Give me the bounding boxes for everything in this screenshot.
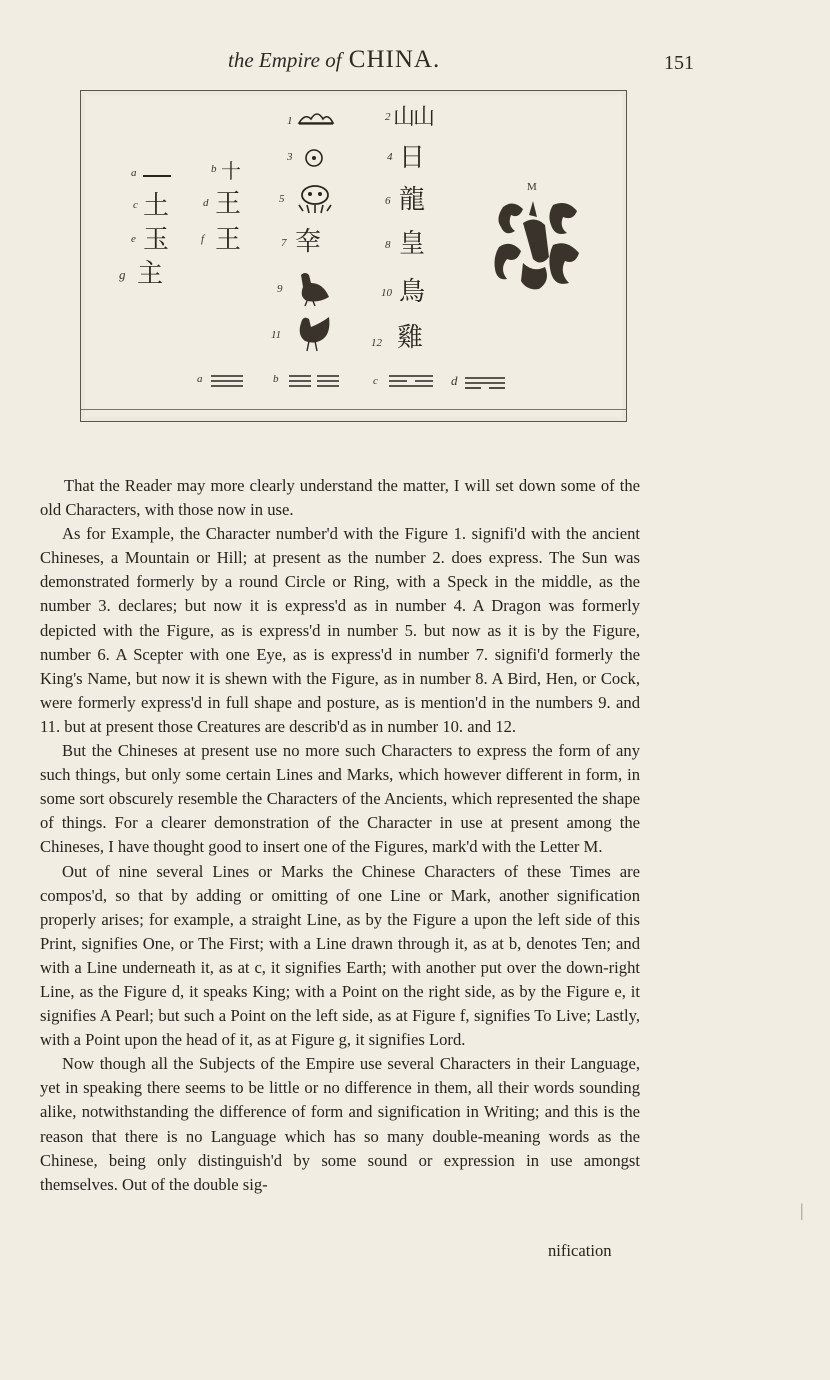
sun-circle-icon <box>303 147 325 169</box>
paragraph-1: That the Reader may more clearly understand the matter, I will set down some of the old Characters, with those now in use. <box>40 476 640 520</box>
fig-label-2: 2 <box>385 111 391 123</box>
fig-8-glyph: 皇 <box>399 229 426 259</box>
fig-2-glyph: 山山 <box>393 105 434 130</box>
fig-label-6: 6 <box>385 195 391 207</box>
fig-label-c: c <box>133 199 138 211</box>
fig-c-glyph: 土 <box>143 191 170 221</box>
cock-icon <box>291 313 335 353</box>
fig-label-7: 7 <box>281 237 287 249</box>
fig-label-bottom-a: a <box>197 373 203 385</box>
fig-label-12: 12 <box>371 337 382 349</box>
fig-4-glyph: 日 <box>399 143 426 173</box>
bird-icon <box>293 269 333 307</box>
lines-mark-c-icon <box>387 373 435 389</box>
paragraph-2: As for Example, the Character number'd with the Figure 1. signifi'd with the ancient Chineses, a Mountain or Hill; at present as the number 2. does express. The Sun was demonstrated formerly by a round Circle or Ring, with a Speck in the middle, as the number 3. declares; but now it is express'd as in number 4. A Dragon was formerly depicted with the Figure, as is express'd in number 5. but now as it is by the Figure, number 6. A Scepter with one Eye, as is express'd in number 7. signifi'd formerly the King's Name, but now it is shewn with the Figure, as in number 8. A Bird, Hen, or Cock, were formerly express'd in full shape and posture, as is mention'd in the numbers 9. and 11. but at present those Creatures are describ'd as in number 10. and 12. <box>40 524 640 736</box>
figure-m-ornamental-character-icon <box>493 197 583 293</box>
running-head <box>0 46 830 80</box>
fig-label-8: 8 <box>385 239 391 251</box>
fig-label-g: g <box>119 267 126 282</box>
fig-label-d: d <box>203 197 209 209</box>
paragraph-5: Now though all the Subjects of the Empire use several Characters in their Language, yet in speaking there seems to be little or no difference in them, all their words sounding alike, notwithstanding the difference of form and signification in Writing; and this is the reason that there is no Language which has so many double-meaning words as the Chinese, being only distinguish'd by some sound or expression in use amongst themselves. Out of the double sig- <box>40 1054 640 1194</box>
running-title-main: CHINA. <box>348 46 441 73</box>
fig-6-glyph: 龍 <box>399 185 426 215</box>
lines-mark-d-icon <box>463 375 507 391</box>
fig-label-M: M <box>527 181 537 193</box>
fig-b-glyph: 十 <box>221 159 241 183</box>
fig-label-3: 3 <box>287 151 293 163</box>
running-title <box>228 46 440 74</box>
fig-a-line <box>143 175 171 177</box>
lines-mark-a-icon <box>209 373 245 389</box>
main-text <box>40 474 640 1197</box>
paragraph-4: Out of nine several Lines or Marks the Chinese Characters of these Times are compos'd, so that by adding or omitting of one Line or Mark, another signification properly arises; for example, a straight Line, as by the Figure a upon the left side of this Print, signifies One, or The First; with a Line drawn through it, as at b, denotes Ten; and with a Line underneath it, as at c, it signifies Earth; with another put over the down-right Line, as the Figure d, it speaks King; with a Point on the right side, as by the Figure e, it signifies A Pearl; but such a Point on the left side, as at Figure f, signifies To Live; Lastly, with a Point upon the head of it, as at Figure g, it signifies Lord. <box>40 861 640 1050</box>
fig-f-glyph: 王 <box>215 225 242 255</box>
fig-e-glyph: 玉 <box>143 225 170 255</box>
fig-label-e: e <box>131 233 136 245</box>
paragraph-3: But the Chineses at present use no more such Characters to express the form of any such things, but only some certain Lines and Marks, which however different in form, in some sort obscurely resemble the Characters of the Ancients, which represented the shape of things. For a clearer demonstration of the Character in use at present among the Chineses, I have thought good to insert one of the Figures, mark'd with the Letter M. <box>40 741 640 857</box>
character-plate <box>80 90 627 422</box>
fig-label-10: 10 <box>381 287 392 299</box>
fig-label-9: 9 <box>277 283 283 295</box>
lines-mark-b-icon <box>287 373 341 389</box>
fig-12-glyph: 雞 <box>397 323 424 353</box>
fig-label-1: 1 <box>287 115 293 127</box>
fig-label-4: 4 <box>387 151 393 163</box>
fig-10-glyph: 鳥 <box>399 277 426 307</box>
fig-label-a: a <box>131 167 137 179</box>
fig-label-f: f <box>201 233 205 245</box>
margin-mark: | <box>800 1200 804 1220</box>
catchword: nification <box>548 1241 612 1260</box>
fig-g-glyph: 主 <box>137 259 164 289</box>
fig-d-glyph: 王 <box>215 189 242 219</box>
mountain-icon <box>297 109 335 127</box>
fig-label-5: 5 <box>279 193 285 205</box>
page-number: 151 <box>664 52 694 74</box>
fig-label-11: 11 <box>271 329 282 341</box>
dragon-ancient-icon <box>293 183 337 215</box>
fig-label-bottom-c: c <box>373 375 378 387</box>
fig-7-glyph: 㚔 <box>295 227 322 257</box>
running-title-prefix: the Empire of <box>228 48 342 72</box>
fig-label-bottom-d: d <box>451 373 458 388</box>
fig-label-bottom-b: b <box>273 373 279 385</box>
fig-label-b: b <box>211 163 217 175</box>
plate-inner-rule <box>81 409 626 410</box>
